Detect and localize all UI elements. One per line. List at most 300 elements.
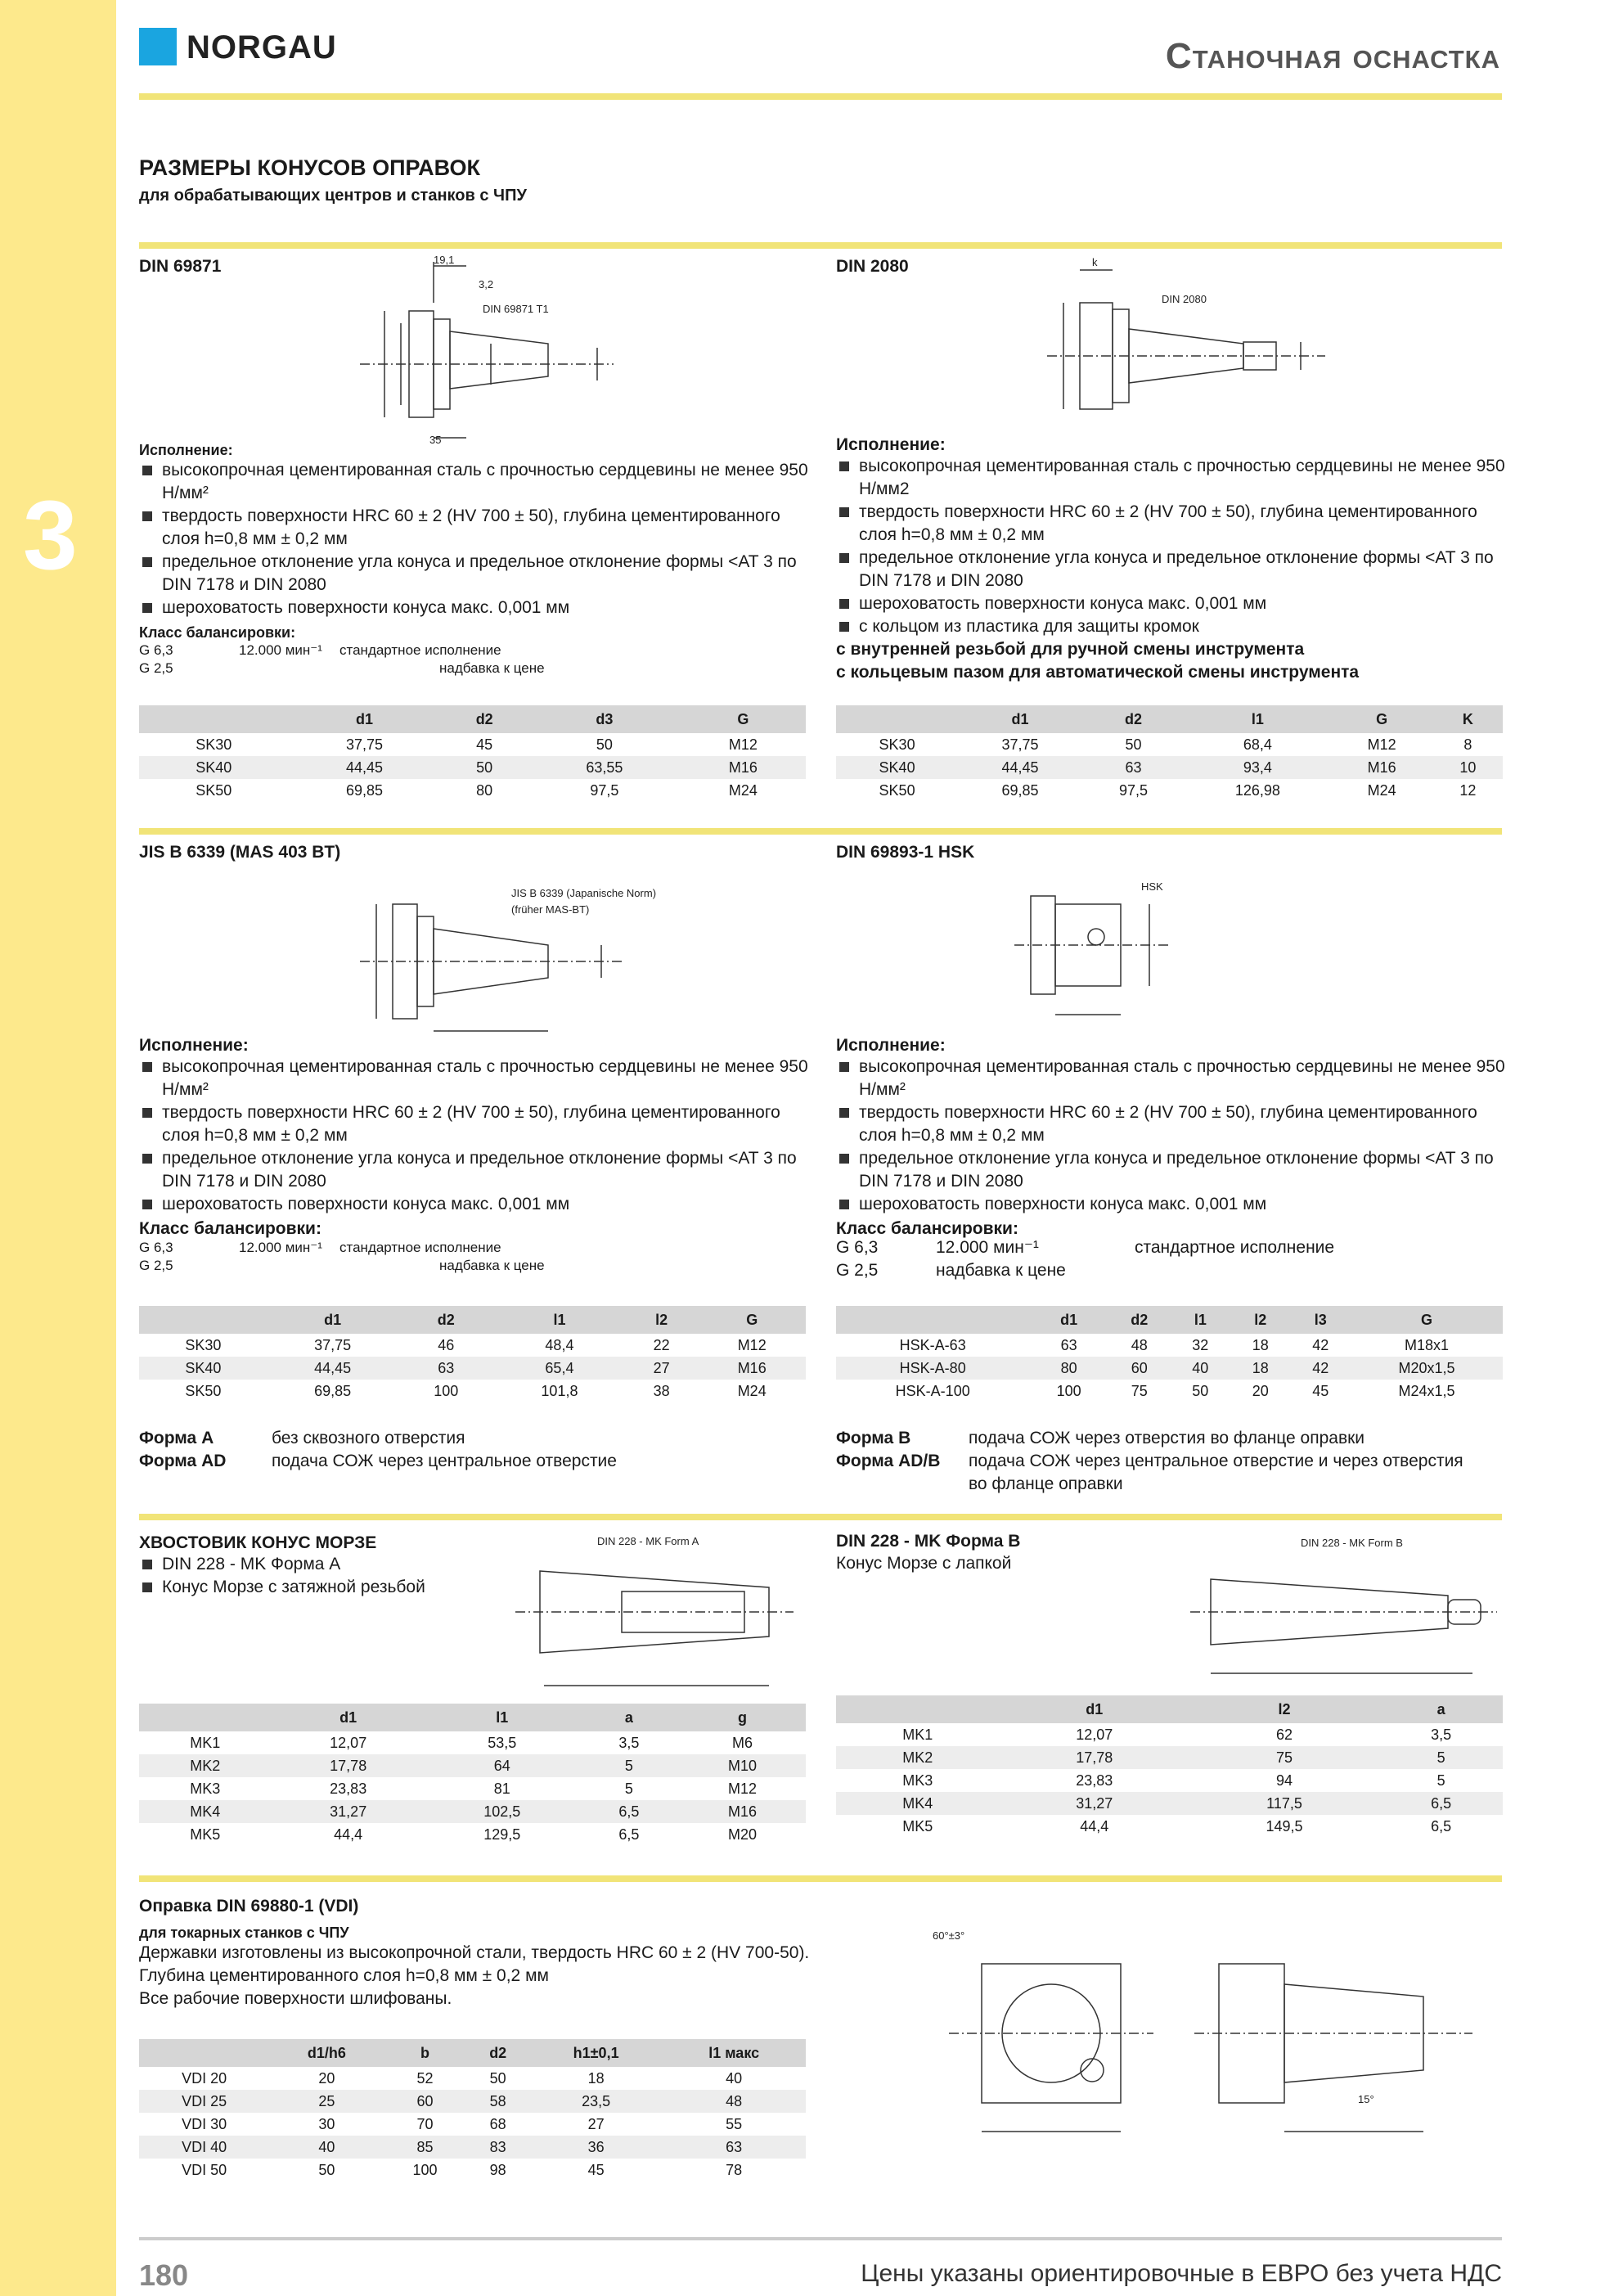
bal-desc: надбавка к цене <box>439 1258 545 1273</box>
col-header <box>139 705 289 733</box>
hsk-forms <box>836 1427 1507 1496</box>
morse-a-bullets <box>139 1553 483 1599</box>
cell: 117,5 <box>1189 1792 1379 1815</box>
cell: M12 <box>737 1336 767 1353</box>
cell: 37,75 <box>1001 736 1039 753</box>
form-row <box>836 1450 1507 1473</box>
cell: M18x1 <box>1405 1336 1450 1353</box>
col-header: G <box>698 1306 806 1334</box>
cell: 31,27 <box>272 1800 425 1823</box>
col-header: d2 <box>440 705 528 733</box>
cell: 65,4 <box>494 1357 625 1380</box>
cell: 68,4 <box>1243 736 1272 753</box>
cell: 10 <box>1433 756 1503 779</box>
col-header <box>836 705 958 733</box>
jis-bullet: твердость поверхности HRC 60 ± 2 (HV 700 ± 50), глубина цементированного слоя h=0,8 мм ± 0,2 мм <box>139 1101 810 1147</box>
din69871-bullets <box>139 459 810 619</box>
table-row <box>139 756 806 779</box>
table-row <box>836 756 1503 779</box>
cell: 17,78 <box>272 1754 425 1777</box>
cell: MK4 <box>139 1800 272 1823</box>
din2080-exec <box>836 432 1507 684</box>
cell: 63 <box>1060 1336 1077 1353</box>
table-row <box>836 733 1503 756</box>
cell: M12 <box>728 736 758 753</box>
morse-b-std: DIN 228 - MK Form B <box>1301 1537 1403 1549</box>
cell: 20 <box>1252 1382 1269 1399</box>
cell: 6,5 <box>1379 1792 1503 1815</box>
cell: 100 <box>434 1382 459 1399</box>
cell: 31,27 <box>1000 1792 1189 1815</box>
cell: VDI 40 <box>139 2136 269 2159</box>
page-number: 180 <box>139 2258 189 2292</box>
header-divider <box>139 93 1502 100</box>
divider <box>139 828 1502 835</box>
cell: 97,5 <box>1119 781 1149 799</box>
col-header: a <box>1379 1695 1503 1723</box>
bal-speed: 12.000 мин⁻¹ <box>239 1240 322 1255</box>
cell: 36 <box>530 2136 662 2159</box>
table-row <box>139 1357 806 1380</box>
din69871-dim2: 3,2 <box>479 278 494 290</box>
col-header: d2 <box>398 1306 494 1334</box>
jis-forms <box>139 1427 810 1473</box>
bal-row <box>836 1239 1507 1262</box>
cell: 94 <box>1276 1772 1293 1789</box>
cell: 101,8 <box>541 1382 578 1399</box>
cell: SK50 <box>879 781 915 799</box>
cell: M24 <box>728 781 758 799</box>
cell: 100 <box>412 2161 438 2178</box>
form-key: Форма AD/B <box>836 1452 941 1470</box>
cell: 126,98 <box>1234 781 1280 799</box>
table-row <box>139 1823 806 1846</box>
cell: SK40 <box>139 756 289 779</box>
din2080-extra2: с кольцевым пазом для автоматической смены инструмента <box>836 663 1360 682</box>
table-row <box>139 1777 806 1800</box>
cell: 83 <box>465 2136 529 2159</box>
table-row <box>836 1769 1503 1792</box>
jis-title: JIS B 6339 (MAS 403 BT) <box>139 843 341 862</box>
cell: 75 <box>1131 1382 1148 1399</box>
col-header: G <box>681 705 806 733</box>
footer-note: Цены указаны ориентировочные в ЕВРО без учета НДС <box>861 2260 1502 2287</box>
vdi-table <box>139 2039 806 2181</box>
cell: MK3 <box>190 1780 221 1797</box>
form-key: Форма B <box>836 1429 911 1447</box>
table-row <box>139 2159 806 2181</box>
cell: 48 <box>1131 1336 1148 1353</box>
col-header: d1 <box>1029 1306 1108 1334</box>
cell: 22 <box>653 1336 670 1353</box>
chapter-number: 3 <box>23 480 78 590</box>
vdi-title: Оправка DIN 69880-1 (VDI) <box>139 1897 359 1916</box>
jis-std2: (früher MAS-BT) <box>511 903 590 916</box>
cell: M24 <box>737 1382 767 1399</box>
morse-a-bullet: Конус Морзе с затяжной резьбой <box>139 1576 483 1599</box>
cell: MK1 <box>190 1734 221 1751</box>
din2080-bullet: предельное отклонение угла конуса и предельное отклонение формы <AT 3 по DIN 7178 и DIN 2080 <box>836 547 1507 592</box>
hsk-bullets <box>836 1056 1507 1216</box>
col-header: l1 макс <box>662 2039 806 2067</box>
din2080-bullet: с кольцом из пластика для защиты кромок <box>836 615 1507 638</box>
cell: 20 <box>318 2069 335 2087</box>
table-row <box>139 779 806 802</box>
cell: 32 <box>1192 1336 1209 1353</box>
table-header <box>139 705 806 733</box>
din69871-bal-title: Класс балансировки: <box>139 624 296 641</box>
table-row <box>836 1746 1503 1769</box>
form-value: подача СОЖ через отверстия во фланце оправки <box>969 1429 1365 1447</box>
cell: MK4 <box>836 1792 1000 1815</box>
col-header: d1 <box>272 1704 425 1731</box>
din2080-table <box>836 705 1503 802</box>
din2080-bullet: шероховатость поверхности конуса макс. 0,001 мм <box>836 592 1507 615</box>
vdi-line: Все рабочие поверхности шлифованы. <box>139 1989 452 2008</box>
col-header: d1 <box>1000 1695 1189 1723</box>
cell: 25 <box>269 2090 384 2113</box>
din2080-bullet: твердость поверхности HRC 60 ± 2 (HV 700 ± 50), глубина цементированного слоя h=0,8 мм ± 0,2 мм <box>836 501 1507 547</box>
cell: 50 <box>596 736 613 753</box>
hsk-bullet: твердость поверхности HRC 60 ± 2 (HV 700 ± 50), глубина цементированного слоя h=0,8 мм ± 0,2 мм <box>836 1101 1507 1147</box>
cell: 30 <box>318 2115 335 2132</box>
cell: 48,4 <box>545 1336 574 1353</box>
bal-row <box>139 642 810 660</box>
din2080-bullet: высокопрочная цементированная сталь с прочностью сердцевины не менее 950 Н/мм2 <box>836 455 1507 501</box>
morse-a-diagram <box>499 1530 810 1694</box>
col-header <box>139 2039 269 2067</box>
jis-diagram <box>344 884 657 1039</box>
jis-bullet: шероховатость поверхности конуса макс. 0,001 мм <box>139 1193 810 1216</box>
table-row <box>836 1357 1503 1380</box>
cell: 149,5 <box>1266 1817 1303 1835</box>
divider <box>139 242 1502 249</box>
cell: 12,07 <box>330 1734 367 1751</box>
cell: M6 <box>731 1734 753 1751</box>
morse-b-section <box>836 1532 1180 1576</box>
cell: 5 <box>624 1780 633 1797</box>
cell: 18 <box>1230 1357 1290 1380</box>
col-header: l2 <box>1189 1695 1379 1723</box>
col-header <box>139 1704 272 1731</box>
vdi-section <box>139 1897 875 2010</box>
cell: 50 <box>1125 736 1142 753</box>
col-header: d2 <box>465 2039 529 2067</box>
col-header: h1±0,1 <box>530 2039 662 2067</box>
cell: HSK-A-80 <box>836 1357 1029 1380</box>
jis-std1: JIS B 6339 (Japanische Norm) <box>511 887 657 899</box>
jis-exec <box>139 1033 810 1275</box>
hsk-bullet: шероховатость поверхности конуса макс. 0,001 мм <box>836 1193 1507 1216</box>
footer-divider <box>139 2237 1502 2240</box>
bal-speed: 12.000 мин⁻¹ <box>936 1238 1039 1257</box>
morse-b-title: DIN 228 - MK Форма B <box>836 1532 1021 1551</box>
col-header: d1 <box>268 1306 398 1334</box>
cell: 45 <box>476 736 493 753</box>
cell: 44,45 <box>289 756 441 779</box>
hsk-diagram <box>1006 876 1219 1039</box>
din69871-bullet: твердость поверхности HRC 60 ± 2 (HV 700 ± 50), глубина цементированного слоя h=0,8 мм ± 0,2 мм <box>139 505 810 551</box>
hsk-exec-label: Исполнение: <box>836 1036 946 1055</box>
col-header: l2 <box>1230 1306 1290 1334</box>
cell: 46 <box>438 1336 455 1353</box>
cell: 38 <box>653 1382 670 1399</box>
bal-row <box>139 660 810 678</box>
cell: HSK-A-63 <box>899 1336 966 1353</box>
cell: 45 <box>1312 1382 1329 1399</box>
cell: M16 <box>698 1357 806 1380</box>
morse-b-diagram <box>1178 1530 1505 1686</box>
jis-bal-title: Класс балансировки: <box>139 1219 321 1238</box>
cell: 12,07 <box>1076 1726 1113 1743</box>
table-row <box>139 2113 806 2136</box>
cell: 68 <box>489 2115 506 2132</box>
cell: M24 <box>1367 781 1396 799</box>
cell: 12 <box>1459 781 1477 799</box>
cell: 40 <box>726 2069 743 2087</box>
cell: SK40 <box>139 1357 268 1380</box>
bal-desc: стандартное исполнение <box>1135 1238 1335 1257</box>
cell: 63 <box>1082 756 1185 779</box>
form-row <box>139 1427 810 1450</box>
table-header <box>139 1704 806 1731</box>
cell: 37,75 <box>314 1336 352 1353</box>
col-header: a <box>579 1704 679 1731</box>
din2080-diagram <box>1031 254 1358 434</box>
cell: SK40 <box>836 756 958 779</box>
din2080-title: DIN 2080 <box>836 257 909 276</box>
cell: 102,5 <box>425 1800 579 1823</box>
din69871-dim3: 35 <box>429 434 442 446</box>
cell: 40 <box>1171 1357 1230 1380</box>
cell: M16 <box>1331 756 1433 779</box>
cell: 44,45 <box>958 756 1082 779</box>
page-subtitle: для обрабатывающих центров и станков с ЧПУ <box>139 187 527 205</box>
cell: SK30 <box>185 1336 222 1353</box>
table-row <box>836 1815 1503 1838</box>
bal-speed: 12.000 мин⁻¹ <box>239 642 322 658</box>
cell: 6,5 <box>1431 1817 1452 1835</box>
din2080-k: k <box>1092 256 1098 268</box>
hsk-std: HSK <box>1141 880 1163 893</box>
table-row <box>139 1380 806 1402</box>
din69871-table <box>139 705 806 802</box>
cell: 98 <box>489 2161 506 2178</box>
bal-class: G 2,5 <box>836 1261 879 1280</box>
morse-a-std: DIN 228 - MK Form A <box>597 1535 699 1547</box>
vdi-line: Державки изготовлены из высокопрочной стали, твердость HRC 60 ± 2 (HV 700-50). <box>139 1943 810 1962</box>
bal-row <box>139 1257 810 1275</box>
table-row <box>836 1723 1503 1746</box>
table-row <box>139 2090 806 2113</box>
cell: 64 <box>425 1754 579 1777</box>
bal-desc: стандартное исполнение <box>339 642 501 658</box>
cell: 6,5 <box>579 1800 679 1823</box>
cell: 53,5 <box>488 1734 517 1751</box>
col-header: l1 <box>1185 705 1330 733</box>
cell: 48 <box>662 2090 806 2113</box>
cell: 52 <box>416 2069 434 2087</box>
cell: 44,4 <box>1080 1817 1109 1835</box>
cell: 85 <box>384 2136 466 2159</box>
cell: 60 <box>384 2090 466 2113</box>
vdi-subtitle: для токарных станков с ЧПУ <box>139 1925 349 1941</box>
bal-class: G 6,3 <box>139 1240 173 1255</box>
vdi-angle2: 15° <box>1358 2093 1374 2105</box>
cell: 27 <box>587 2115 605 2132</box>
cell: 5 <box>1436 1772 1445 1789</box>
cell: 129,5 <box>483 1826 521 1843</box>
col-header: l1 <box>494 1306 625 1334</box>
morse-a-title: ХВОСТОВИК КОНУС МОРЗЕ <box>139 1533 377 1552</box>
cell: 80 <box>476 781 493 799</box>
morse-b-table <box>836 1695 1503 1838</box>
jis-section <box>139 843 340 862</box>
cell: 50 <box>318 2161 335 2178</box>
col-header <box>836 1306 1029 1334</box>
jis-exec-label: Исполнение: <box>139 1036 249 1055</box>
table-row <box>836 1334 1503 1357</box>
cell: 42 <box>1312 1336 1329 1353</box>
cell: 69,85 <box>314 1382 352 1399</box>
table-row <box>139 1334 806 1357</box>
form-key: Форма AD <box>139 1452 227 1470</box>
col-header: d2 <box>1082 705 1185 733</box>
hsk-table <box>836 1306 1503 1402</box>
table-header <box>836 705 1503 733</box>
din69871-diagram <box>352 254 630 450</box>
din2080-bullets <box>836 455 1507 638</box>
col-header: G <box>1351 1306 1503 1334</box>
table-row <box>139 2136 806 2159</box>
col-header: d2 <box>1108 1306 1171 1334</box>
cell: M16 <box>681 756 806 779</box>
cell: 78 <box>726 2161 743 2178</box>
din69871-dim1: 19,1 <box>434 254 455 266</box>
cell: M20 <box>727 1826 757 1843</box>
col-header: g <box>679 1704 806 1731</box>
col-header: b <box>384 2039 466 2067</box>
cell: M10 <box>679 1754 806 1777</box>
cell: VDI 30 <box>182 2115 227 2132</box>
cell: 23,5 <box>530 2090 662 2113</box>
cell: M24x1,5 <box>1398 1382 1455 1399</box>
bal-desc: стандартное исполнение <box>339 1240 501 1255</box>
bal-desc: надбавка к цене <box>936 1261 1066 1280</box>
cell: M20x1,5 <box>1351 1357 1503 1380</box>
jis-bullet: высокопрочная цементированная сталь с прочностью сердцевины не менее 950 Н/мм² <box>139 1056 810 1101</box>
cell: M12 <box>727 1780 757 1797</box>
divider <box>139 1514 1502 1520</box>
form-value: подача СОЖ через центральное отверстие и через отверстия <box>969 1452 1463 1470</box>
cell: MK1 <box>902 1726 933 1743</box>
table-row <box>139 1731 806 1754</box>
din2080-exec-label: Исполнение: <box>836 435 946 454</box>
cell: SK50 <box>185 1382 222 1399</box>
hsk-bal-title: Класс балансировки: <box>836 1219 1018 1238</box>
col-header: d1 <box>289 705 441 733</box>
col-header: K <box>1433 705 1503 733</box>
cell: 40 <box>269 2136 384 2159</box>
form-value: во фланце оправки <box>969 1474 1123 1493</box>
table-header <box>836 1695 1503 1723</box>
cell: 97,5 <box>590 781 619 799</box>
cell: 93,4 <box>1185 756 1330 779</box>
cell: MK3 <box>902 1772 933 1789</box>
cell: VDI 20 <box>182 2069 227 2087</box>
cell: MK5 <box>190 1826 221 1843</box>
cell: 27 <box>625 1357 699 1380</box>
col-header: l1 <box>425 1704 579 1731</box>
table-header <box>139 1306 806 1334</box>
cell: 100 <box>1056 1382 1081 1399</box>
hsk-section <box>836 843 974 862</box>
col-header: G <box>1331 705 1433 733</box>
col-header <box>139 1306 268 1334</box>
col-header: l1 <box>1171 1306 1230 1334</box>
cell: VDI 25 <box>139 2090 269 2113</box>
col-header: l3 <box>1291 1306 1351 1334</box>
cell: 62 <box>1276 1726 1293 1743</box>
hsk-exec <box>836 1033 1507 1285</box>
din69871-exec-label: Исполнение: <box>139 442 233 458</box>
cell: 69,85 <box>1001 781 1039 799</box>
din2080-std: DIN 2080 <box>1162 293 1207 305</box>
col-header: d1 <box>958 705 1082 733</box>
cell: 80 <box>1029 1357 1108 1380</box>
cell: 23,83 <box>330 1780 367 1797</box>
din69871-bullet: предельное отклонение угла конуса и предельное отклонение формы <AT 3 по DIN 7178 и DIN 2080 <box>139 551 810 597</box>
form-row <box>139 1450 810 1473</box>
cell: 37,75 <box>345 736 384 753</box>
morse-b-subtitle: Конус Морзе с лапкой <box>836 1554 1012 1573</box>
cell: M12 <box>1367 736 1396 753</box>
vdi-angle1: 60°±3° <box>933 1929 965 1942</box>
cell: MK5 <box>902 1817 933 1835</box>
cell: 23,83 <box>1076 1772 1113 1789</box>
cell: 69,85 <box>345 781 384 799</box>
cell: MK2 <box>836 1746 1000 1769</box>
cell: SK30 <box>879 736 915 753</box>
bal-desc: надбавка к цене <box>439 660 545 676</box>
form-value: без сквозного отверстия <box>272 1429 465 1447</box>
morse-a-bullet: DIN 228 - MK Форма A <box>139 1553 483 1576</box>
cell: 70 <box>416 2115 434 2132</box>
cell: 44,45 <box>268 1357 398 1380</box>
table-row <box>139 1800 806 1823</box>
cell: 44,4 <box>334 1826 363 1843</box>
cell: 63,55 <box>528 756 681 779</box>
cell: 5 <box>579 1754 679 1777</box>
din2080-extra1: с внутренней резьбой для ручной смены инструмента <box>836 640 1305 659</box>
bal-class: G 6,3 <box>139 642 173 658</box>
page-title: РАЗМЕРЫ КОНУСОВ ОПРАВОК <box>139 155 480 180</box>
cell: 18 <box>1252 1336 1269 1353</box>
cell: 58 <box>465 2090 529 2113</box>
cell: 50 <box>489 2069 506 2087</box>
vdi-line: Глубина цементированного слоя h=0,8 мм ± 0,2 мм <box>139 1966 549 1985</box>
cell: VDI 50 <box>182 2161 227 2178</box>
form-value: подача СОЖ через центральное отверстие <box>272 1452 617 1470</box>
bal-class: G 6,3 <box>836 1238 879 1257</box>
divider <box>139 1875 1502 1882</box>
jis-table <box>139 1306 806 1402</box>
col-header: l2 <box>625 1306 699 1334</box>
table-header <box>139 2039 806 2067</box>
cell: 60 <box>1108 1357 1171 1380</box>
section-title: Станочная оснастка <box>1165 36 1500 76</box>
col-header <box>836 1695 1000 1723</box>
